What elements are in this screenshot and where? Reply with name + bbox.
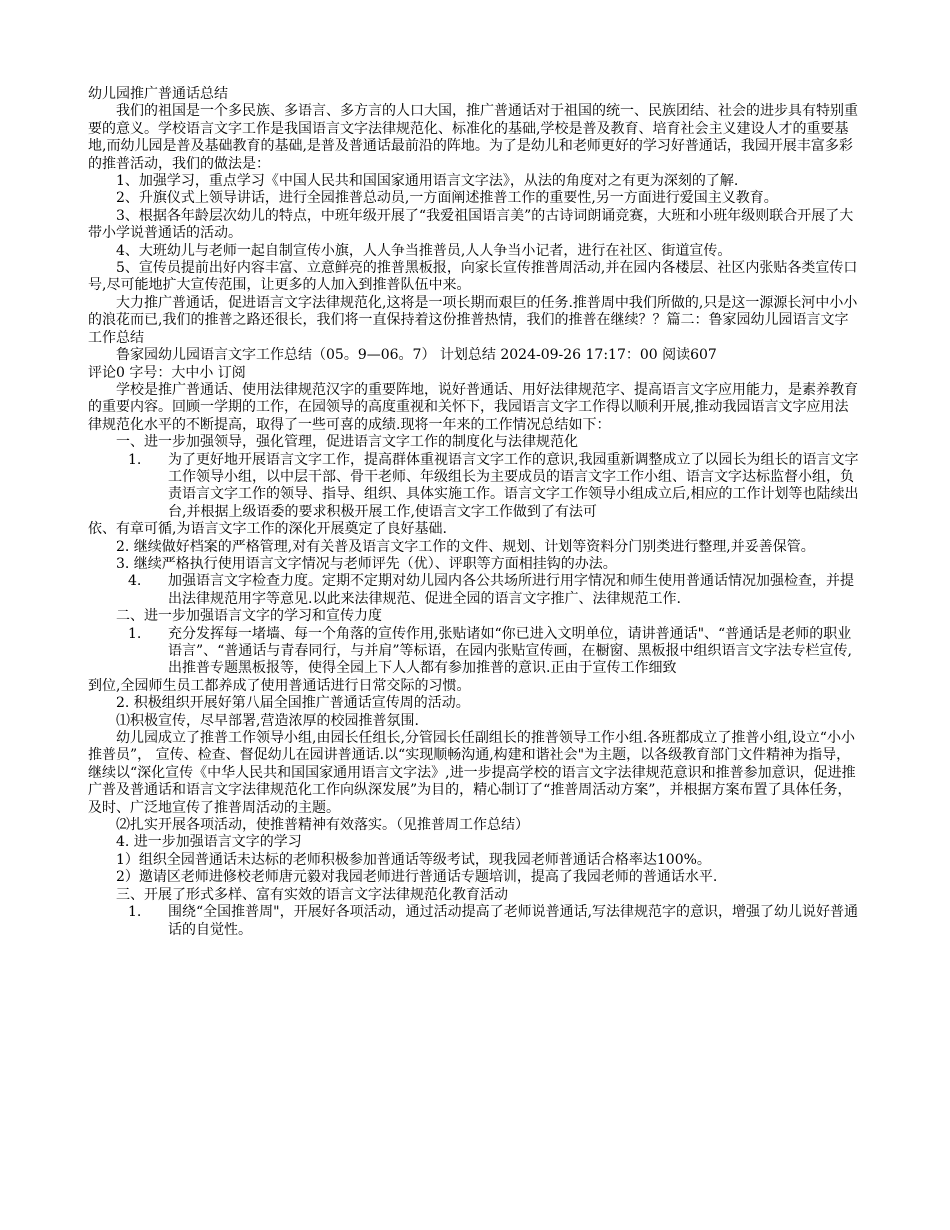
paragraph: 鲁家园幼儿园语言文字工作总结（05。9—06。7） 计划总结 2024-09-26 17:17：00 阅读607 — [116, 347, 717, 364]
paragraph: 三、开展了形式多样、富有实效的语言文字法律规范化教育活动 — [116, 886, 508, 903]
paragraph: 大力推广普通话，促进语言文字法律规范化,这将是一项长期而艰巨的任务.推普周中我们所做的,只是这一源源长河中小小的浪花而已,我们的推普之路还很长，我们将一直保持着这份推普热情，我们的推普在继续？？篇二：鲁家园幼儿园语言文字工作总结 — [88, 294, 858, 346]
numbered-item — [88, 452, 862, 522]
paragraph: 5、宣传员提前出好内容丰富、立意鲜亮的推普黑板报，向家长宣传推普周活动,并在园内各楼层、社区内张贴各类宣传口号,尽可能地扩大宣传范围，让更多的人加入到推普队伍中来。 — [88, 260, 858, 294]
item-text: 为了更好地开展语言文字工作，提高群体重视语言文字工作的意识,我园重新调整成立了以园长为组长的语言文字工作领导小组，以中层干部、骨干老师、年级组长为主要成员的语言文字工作小组、语言文字达标监督小组，负责语言文字工作的领导、指导、组织、具体实施工作。语言文字工作领导小组成立后,相应的工作计划等也陆续出台,并根据上级语委的要求积极开展工作,使语言文字工作做到了有法可 — [168, 451, 859, 520]
paragraph: 3、根据各年龄层次幼儿的特点，中班年级开展了“我爱祖国语言美”的古诗词朗诵竞赛，大班和小班年级则联合开展了大带小学说普通话的活动。 — [88, 207, 854, 242]
paragraph: 二、进一步加强语言文字的学习和宣传力度 — [116, 608, 382, 625]
paragraph: 一、进一步加强领导，强化管理，促进语言文字工作的制度化与法律规范化 — [116, 434, 578, 451]
paragraph: 2. 积极组织开展好第八届全国推广普通话宣传周的活动。 — [116, 695, 470, 712]
numbered-item — [88, 904, 862, 939]
paragraph: ⑵扎实开展各项活动，使推普精神有效落实。（见推普周工作总结） — [116, 817, 529, 834]
paragraph: 到位,全园师生员工都养成了使用普通话进行日常交际的习惯。 — [88, 677, 471, 694]
item-number: 1. — [128, 451, 142, 468]
item-number: 1. — [128, 625, 142, 642]
document-body — [88, 103, 862, 939]
numbered-item — [88, 573, 862, 608]
paragraph: 我们的祖国是一个多民族、多语言、多方言的人口大国，推广普通话对于祖国的统一、民族团结、社会的进步具有特别重要的意义。学校语言文字工作是我国语言文字法律规范化、标准化的基础,学校是普及教育、培育社会主义建设人才的重要基地,而幼儿园是普及基础教育的基础,是普及普通话最前沿的阵地。为了是幼儿和老师更好的学习好普通话，我园开展丰富多彩的推普活动，我们的做法是： — [88, 103, 858, 172]
document-title: 幼儿园推广普通话总结 — [88, 86, 228, 102]
item-text: 充分发挥每一堵墙、每一个角落的宣传作用,张贴诸如“你已进入文明单位，请讲普通话"、“普通话是老师的职业语言”、“普通话与青春同行，与并肩”等标语，在园内张贴宣传画，在橱窗、黑板报中组织语言文字法专栏宣传,出推普专题黑板报等，使得全园上下人人都有参加推普的意识.正由于宣传工作细致 — [168, 625, 852, 677]
paragraph: 3. 继续严格执行使用语言文字情况与老师评先（优）、评职等方面相挂钩的办法。 — [116, 555, 617, 572]
paragraph: 评论0 字号：大中小 订阅 — [88, 364, 246, 381]
paragraph: 依、有章可循,为语言文字工作的深化开展奠定了良好基础. — [88, 521, 447, 538]
item-text: 加强语言文字检查力度。定期不定期对幼儿园内各公共场所进行用字情况和师生使用普通话情况加强检查，并提出法律规范用字等意见.以此来法律规范、促进全园的语言文字推广、法律规范工作. — [168, 573, 854, 607]
paragraph: 幼儿园成立了推普工作领导小组,由园长任组长,分管园长任副组长的推普领导工作小组.各班都成立了推普小组,设立“小小推普员”， 宣传、检查、督促幼儿在园讲普通话.以“实现顺畅沟通,构建和谐社会"为主题，以各级教育部门文件精神为指导，继续以“深化宣传《中华人民共和国国家通用语言文字法》,进一步提高学校的语言文字法律规范意识和推普参加意识，促进推广普及普通话和语言文字法律规范化工作向纵深发展”为目的，精心制订了“推普周活动方案”，并根据方案布置了具体任务，及时、广泛地宣传了推普周活动的主题。 — [88, 730, 856, 816]
paragraph: 2. 继续做好档案的严格管理,对有关普及语言文字工作的文件、规划、计划等资料分门别类进行整理,并妥善保管。 — [116, 538, 815, 555]
item-number: 1. — [128, 904, 142, 921]
paragraph: 学校是推广普通话、使用法律规范汉字的重要阵地，说好普通话、用好法律规范字、提高语言文字应用能力，是素养教育的重要内容。回顾一学期的工作，在园领导的高度重视和关怀下，我园语言文字工作得以顺利开展,推动我园语言文字应用法律规范化水平的不断提高，取得了一些可喜的成绩.现将一年来的工作情况总结如下： — [88, 381, 858, 433]
paragraph: 4. 进一步加强语言文字的学习 — [116, 834, 302, 851]
paragraph: ⑴积极宣传，尽早部署,营造浓厚的校园推普氛围. — [116, 712, 419, 729]
item-number: 4. — [128, 573, 142, 590]
paragraph: 1、加强学习，重点学习《中国人民共和国国家通用语言文字法》，从法的角度对之有更为深刻的了解. — [116, 173, 739, 190]
paragraph: 1）组织全园普通话未达标的老师积极参加普通话等级考试，现我园老师普通话合格率达100%。 — [116, 851, 711, 868]
paragraph: 4、大班幼儿与老师一起自制宣传小旗，人人争当推普员,人人争当小记者，进行在社区、街道宣传。 — [116, 242, 732, 259]
item-text: 围绕“全国推普周"，开展好各项活动，通过活动提高了老师说普通话,写法律规范字的意识，增强了幼儿说好普通话的自觉性。 — [168, 904, 859, 938]
paragraph: 2、升旗仪式上领导讲话，进行全园推普总动员,一方面阐述推普工作的重要性,另一方面进行爱国主义教育。 — [116, 190, 778, 207]
numbered-item — [88, 626, 862, 678]
paragraph: 2）邀请区老师进修校老师唐元毅对我园老师进行普通话专题培训，提高了我园老师的普通话水平. — [116, 869, 718, 886]
